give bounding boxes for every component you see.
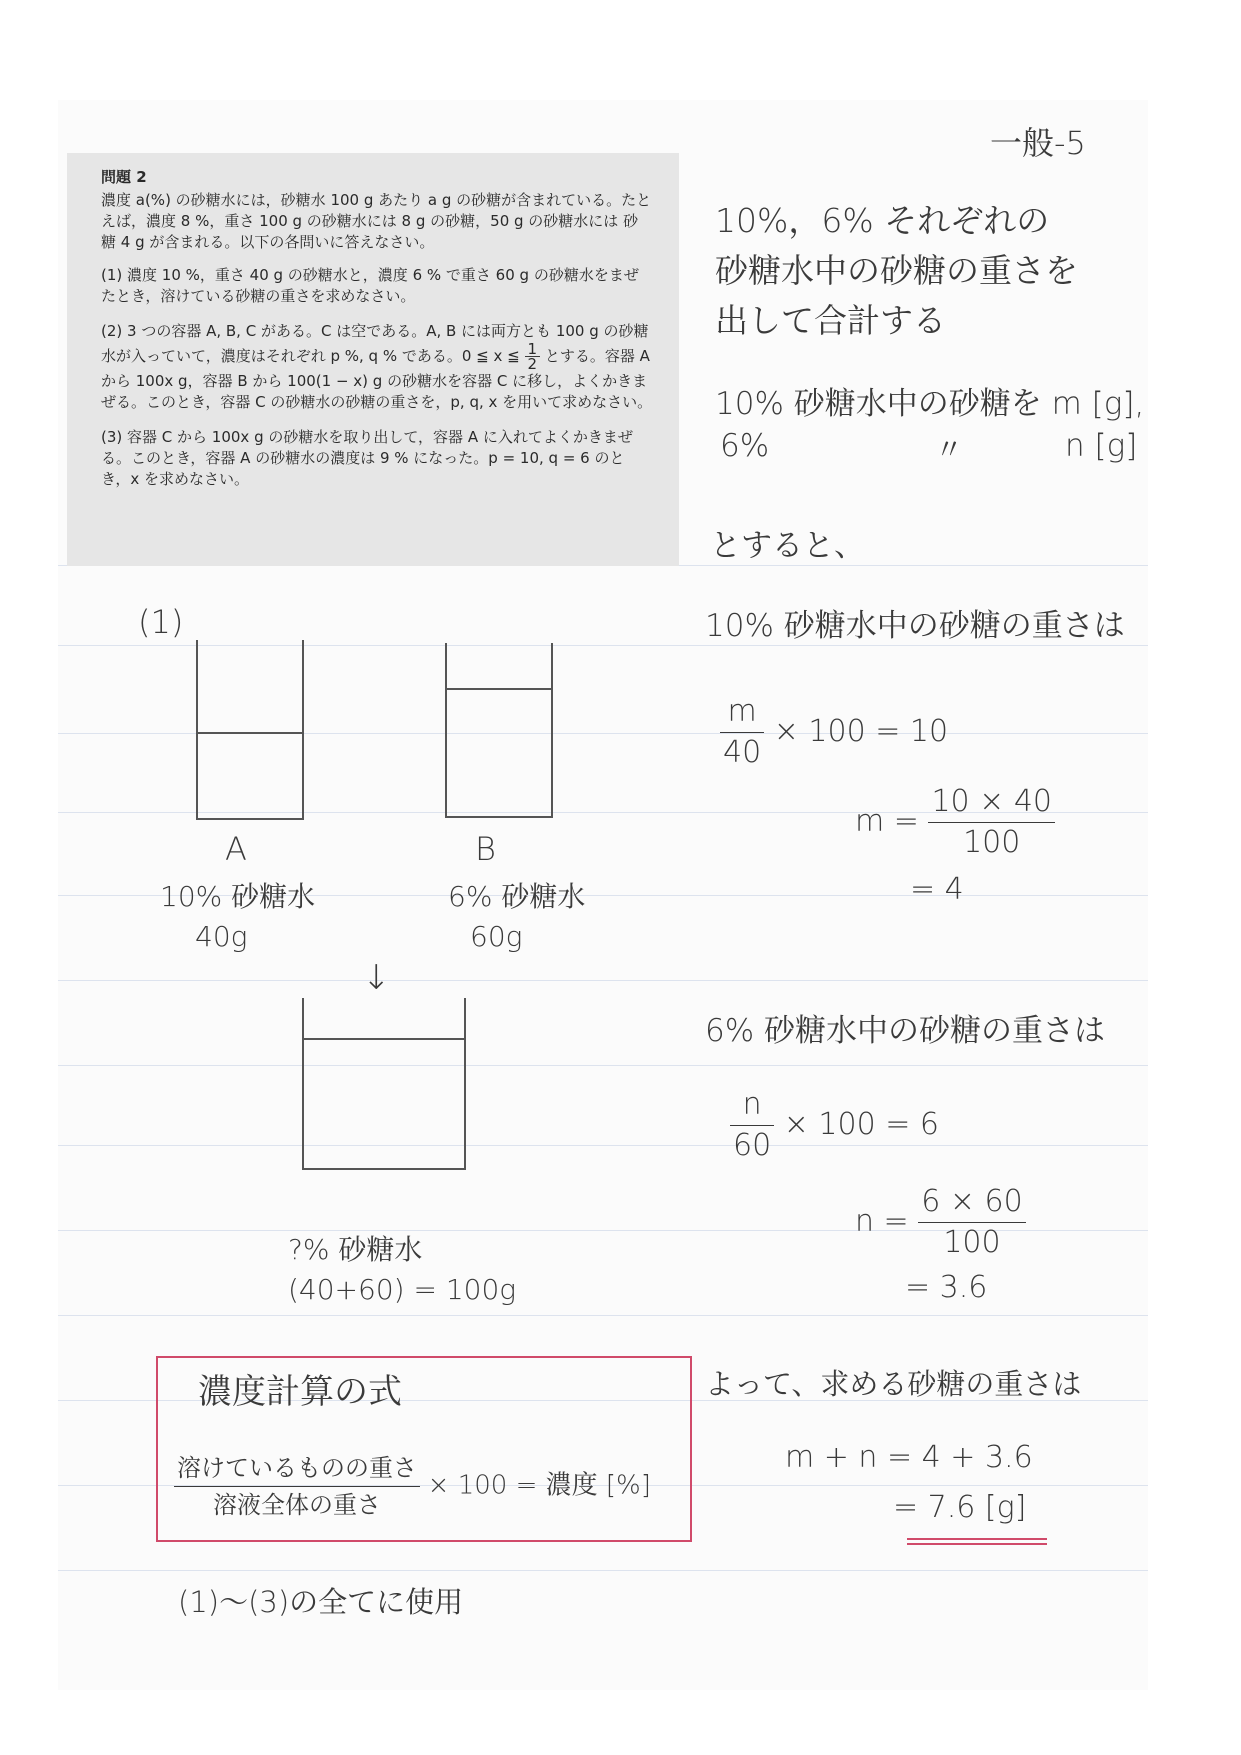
conclusion-heading: よって、求める砂糖の重さは [705, 1367, 1082, 1401]
equation-4-lhs: n = [855, 1204, 909, 1239]
question-2-text-b: とする。容器 A から 100x g，容器 B から 100(1 − x) g の砂糖水を容器 C に移し，よくかきまぜる。このとき，容器 C の砂糖水の砂糖の重さを，p, q, x を用いて求めなさい。 [101, 347, 653, 411]
beaker-c [302, 998, 466, 1170]
part-label: (1) [138, 603, 184, 641]
fraction-numerator: n [730, 1085, 774, 1126]
beaker-a-label: A [225, 830, 247, 868]
equation-2-fraction [928, 782, 1055, 863]
note-line-5a: 6% [720, 428, 770, 464]
fraction-numerator: m [720, 692, 764, 733]
note-line-1: 10%，6% それぞれの [715, 201, 1050, 240]
equation-4-result: = 3.6 [905, 1270, 988, 1305]
equation-2 [855, 782, 1055, 863]
formula-equation [174, 1450, 651, 1523]
ditto-mark: 〃 [935, 433, 964, 466]
beaker-a [196, 640, 304, 820]
beaker-b-mass: 60g [470, 920, 523, 953]
formula-box [156, 1356, 692, 1542]
ruled-line [58, 980, 1148, 981]
fraction-denominator: 60 [733, 1128, 772, 1163]
beaker-c-mass: (40+60) = 100g [288, 1273, 517, 1306]
page-label: 一般-5 [990, 124, 1086, 162]
fraction-denominator: 100 [943, 1225, 1001, 1260]
ruled-line [58, 1315, 1148, 1316]
question-2-fraction [525, 342, 541, 371]
beaker-b-label: B [475, 830, 496, 868]
equation-4-fraction [918, 1182, 1025, 1263]
fraction-denominator: 40 [723, 735, 762, 770]
equation-1-fraction [720, 692, 764, 773]
fraction-numerator: 10 × 40 [928, 782, 1055, 823]
question-2 [101, 321, 653, 413]
formula-title: 濃度計算の式 [198, 1372, 402, 1412]
heading-10pct: 10% 砂糖水中の砂糖の重さは [705, 608, 1125, 644]
note-line-3: 出して合計する [715, 301, 946, 340]
note-line-4: 10% 砂糖水中の砂糖を m [g], [715, 386, 1145, 422]
note-line-6: とすると、 [710, 528, 865, 564]
question-1: (1) 濃度 10 %，重さ 40 g の砂糖水と，濃度 6 % で重さ 60 g の砂糖水をまぜたとき，溶けている砂糖の重さを求めなさい。 [101, 266, 639, 305]
equation-2-result: = 4 [910, 872, 964, 907]
formula-rest: × 100 = 濃度 [%] [427, 1470, 651, 1501]
equation-3-fraction [730, 1085, 774, 1166]
equation-2-lhs: m = [855, 804, 919, 839]
fraction-numerator: 溶けているものの重さ [174, 1450, 420, 1487]
note-line-5c: n [g] [1065, 428, 1138, 464]
fraction-denominator: 2 [527, 355, 538, 373]
problem-intro: 濃度 a(%) の砂糖水には，砂糖水 100 g あたり a g の砂糖が含まれている。たとえば，濃度 8 %，重さ 100 g の砂糖水には 8 g の砂糖，50 g の砂糖水には 砂糖 4 g が含まれる。以下の各問いに答えなさい。 [101, 191, 652, 251]
problem-box [67, 153, 679, 566]
equation-5: m + n = 4 + 3.6 [785, 1440, 1033, 1475]
beaker-a-desc: 10% 砂糖水 [160, 880, 316, 913]
answer-underline [907, 1538, 1047, 1540]
equation-4 [855, 1182, 1026, 1263]
problem-title: 問題 2 [101, 168, 147, 186]
equation-3 [730, 1085, 939, 1166]
ruled-line [58, 1570, 1148, 1571]
question-2-text-a: (2) 3 つの容器 A, B, C がある。C は空である。A, B には両方とも 100 g の砂糖水が入っていて，濃度はそれぞれ p %, q % である。0 ≦ x ≦ [101, 322, 649, 365]
beaker-b-desc: 6% 砂糖水 [448, 880, 586, 913]
arrow-down-icon: ↓ [362, 958, 391, 998]
fraction-denominator: 溶液全体の重さ [213, 1491, 381, 1519]
ruled-line [58, 1065, 1148, 1066]
note-line-2: 砂糖水中の砂糖の重さを [715, 251, 1078, 290]
equation-1-rest: × 100 = 10 [773, 714, 949, 749]
answer-underline [907, 1543, 1047, 1545]
heading-6pct: 6% 砂糖水中の砂糖の重さは [705, 1013, 1106, 1049]
equation-1 [720, 692, 948, 773]
fraction-numerator: 6 × 60 [918, 1182, 1025, 1223]
formula-fraction [174, 1450, 420, 1523]
beaker-b [445, 643, 553, 818]
beaker-c-desc: ?% 砂糖水 [288, 1233, 423, 1266]
ruled-line [58, 1145, 1148, 1146]
equation-3-rest: × 100 = 6 [783, 1107, 939, 1142]
fraction-denominator: 100 [963, 825, 1021, 860]
beaker-a-mass: 40g [195, 920, 248, 953]
final-answer: = 7.6 [g] [893, 1490, 1027, 1525]
footer-note: (1)〜(3)の全てに使用 [178, 1585, 464, 1619]
fraction-numerator: 1 [525, 342, 541, 357]
question-3: (3) 容器 C から 100x g の砂糖水を取り出して，容器 A に入れてよくかきまぜる。このとき，容器 A の砂糖水の濃度は 9 % になった。p = 10, q = 6 のとき，x を求めなさい。 [101, 428, 633, 488]
